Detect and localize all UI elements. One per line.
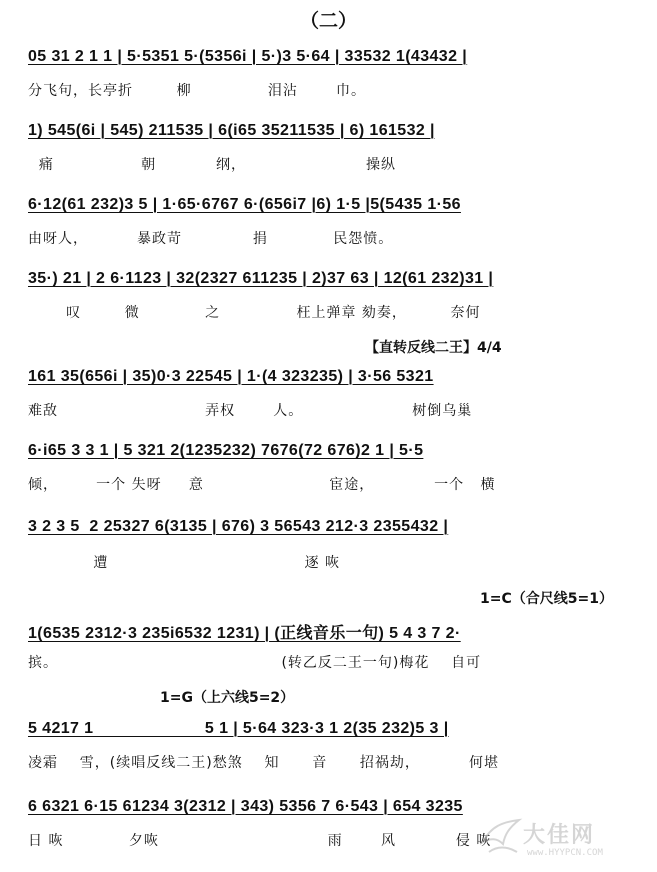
notation-line: 1) 545(6i | 545) 211535 | 6(i65 35211535 | 6) 161532 |: [28, 122, 435, 139]
lyrics-line: 倾， 一个 失呀 意 宦途， 一个 横: [28, 477, 496, 493]
lyrics-line: 凌霜 雪，(续唱反线二王)愁煞 知 音 招祸劫， 何堪: [28, 755, 499, 771]
page-title: （二）: [299, 10, 357, 32]
key-signature-c: 1=C（合尺线5=1）: [480, 591, 613, 607]
lyrics-line: 由呀人， 暴政苛 捐 民怨愤。: [28, 231, 394, 247]
lyrics-line: 痛 朝 纲， 操纵: [28, 157, 396, 173]
notation-line: 161 35(656i | 35)0·3 22545 | 1·(4 323235) | 3·56 5321: [28, 368, 434, 385]
notation-line: 5 4217 1 5 1 | 5·64 323·3 1 2(35 232)5 3 |: [28, 720, 449, 737]
notation-line: 1(6535 2312·3 235i6532 1231) | (正线音乐一句) 5 4 3 7 2·: [28, 625, 461, 642]
notation-line: 05 31 2 1 1 | 5·5351 5·(5356i | 5·)3 5·64 | 33532 1(43432 |: [28, 48, 468, 65]
watermark-text: 大佳网: [523, 823, 596, 848]
lyrics-line: 分飞句，长亭折 柳 泪沾 巾。: [28, 83, 367, 99]
lyrics-line: 日 咴 夕咴 雨 风 侵 咴: [28, 833, 492, 849]
lyrics-line: 摈。 (转乙反二王一句)梅花 自可: [28, 655, 482, 671]
watermark-url: www.HYYPCN.COM: [527, 848, 603, 858]
notation-line: 6·i65 3 3 1 | 5 321 2(1235232) 7676(72 676)2 1 | 5·5: [28, 442, 424, 459]
key-signature-g: 1=G（上六线5=2）: [160, 690, 295, 706]
notation-line: 35·) 21 | 2 6·1123 | 32(2327 611235 | 2)37 63 | 12(61 232)31 |: [28, 270, 494, 287]
watermark-bird-icon: [479, 812, 523, 862]
watermark: [479, 810, 649, 868]
notation-line: 6 6321 6·15 61234 3(2312 | 343) 5356 7 6·543 | 654 3235: [28, 798, 463, 815]
notation-line: 3 2 3 5 2 25327 6(3135 | 676) 3 56543 212·3 2355432 |: [28, 518, 449, 535]
notation-line: 6·12(61 232)3 5 | 1·65·6767 6·(656i7 |6) 1·5 |5(5435 1·56: [28, 196, 461, 213]
lyrics-line: 遭 逐 咴: [28, 555, 341, 571]
section-change-marker: 【直转反线二王】4/4: [365, 340, 502, 356]
lyrics-line: 叹 微 之 枉上弹章 劾奏， 奈何: [28, 305, 481, 321]
lyrics-line: 难敌 弄权 人。 树倒乌巢: [28, 403, 473, 419]
